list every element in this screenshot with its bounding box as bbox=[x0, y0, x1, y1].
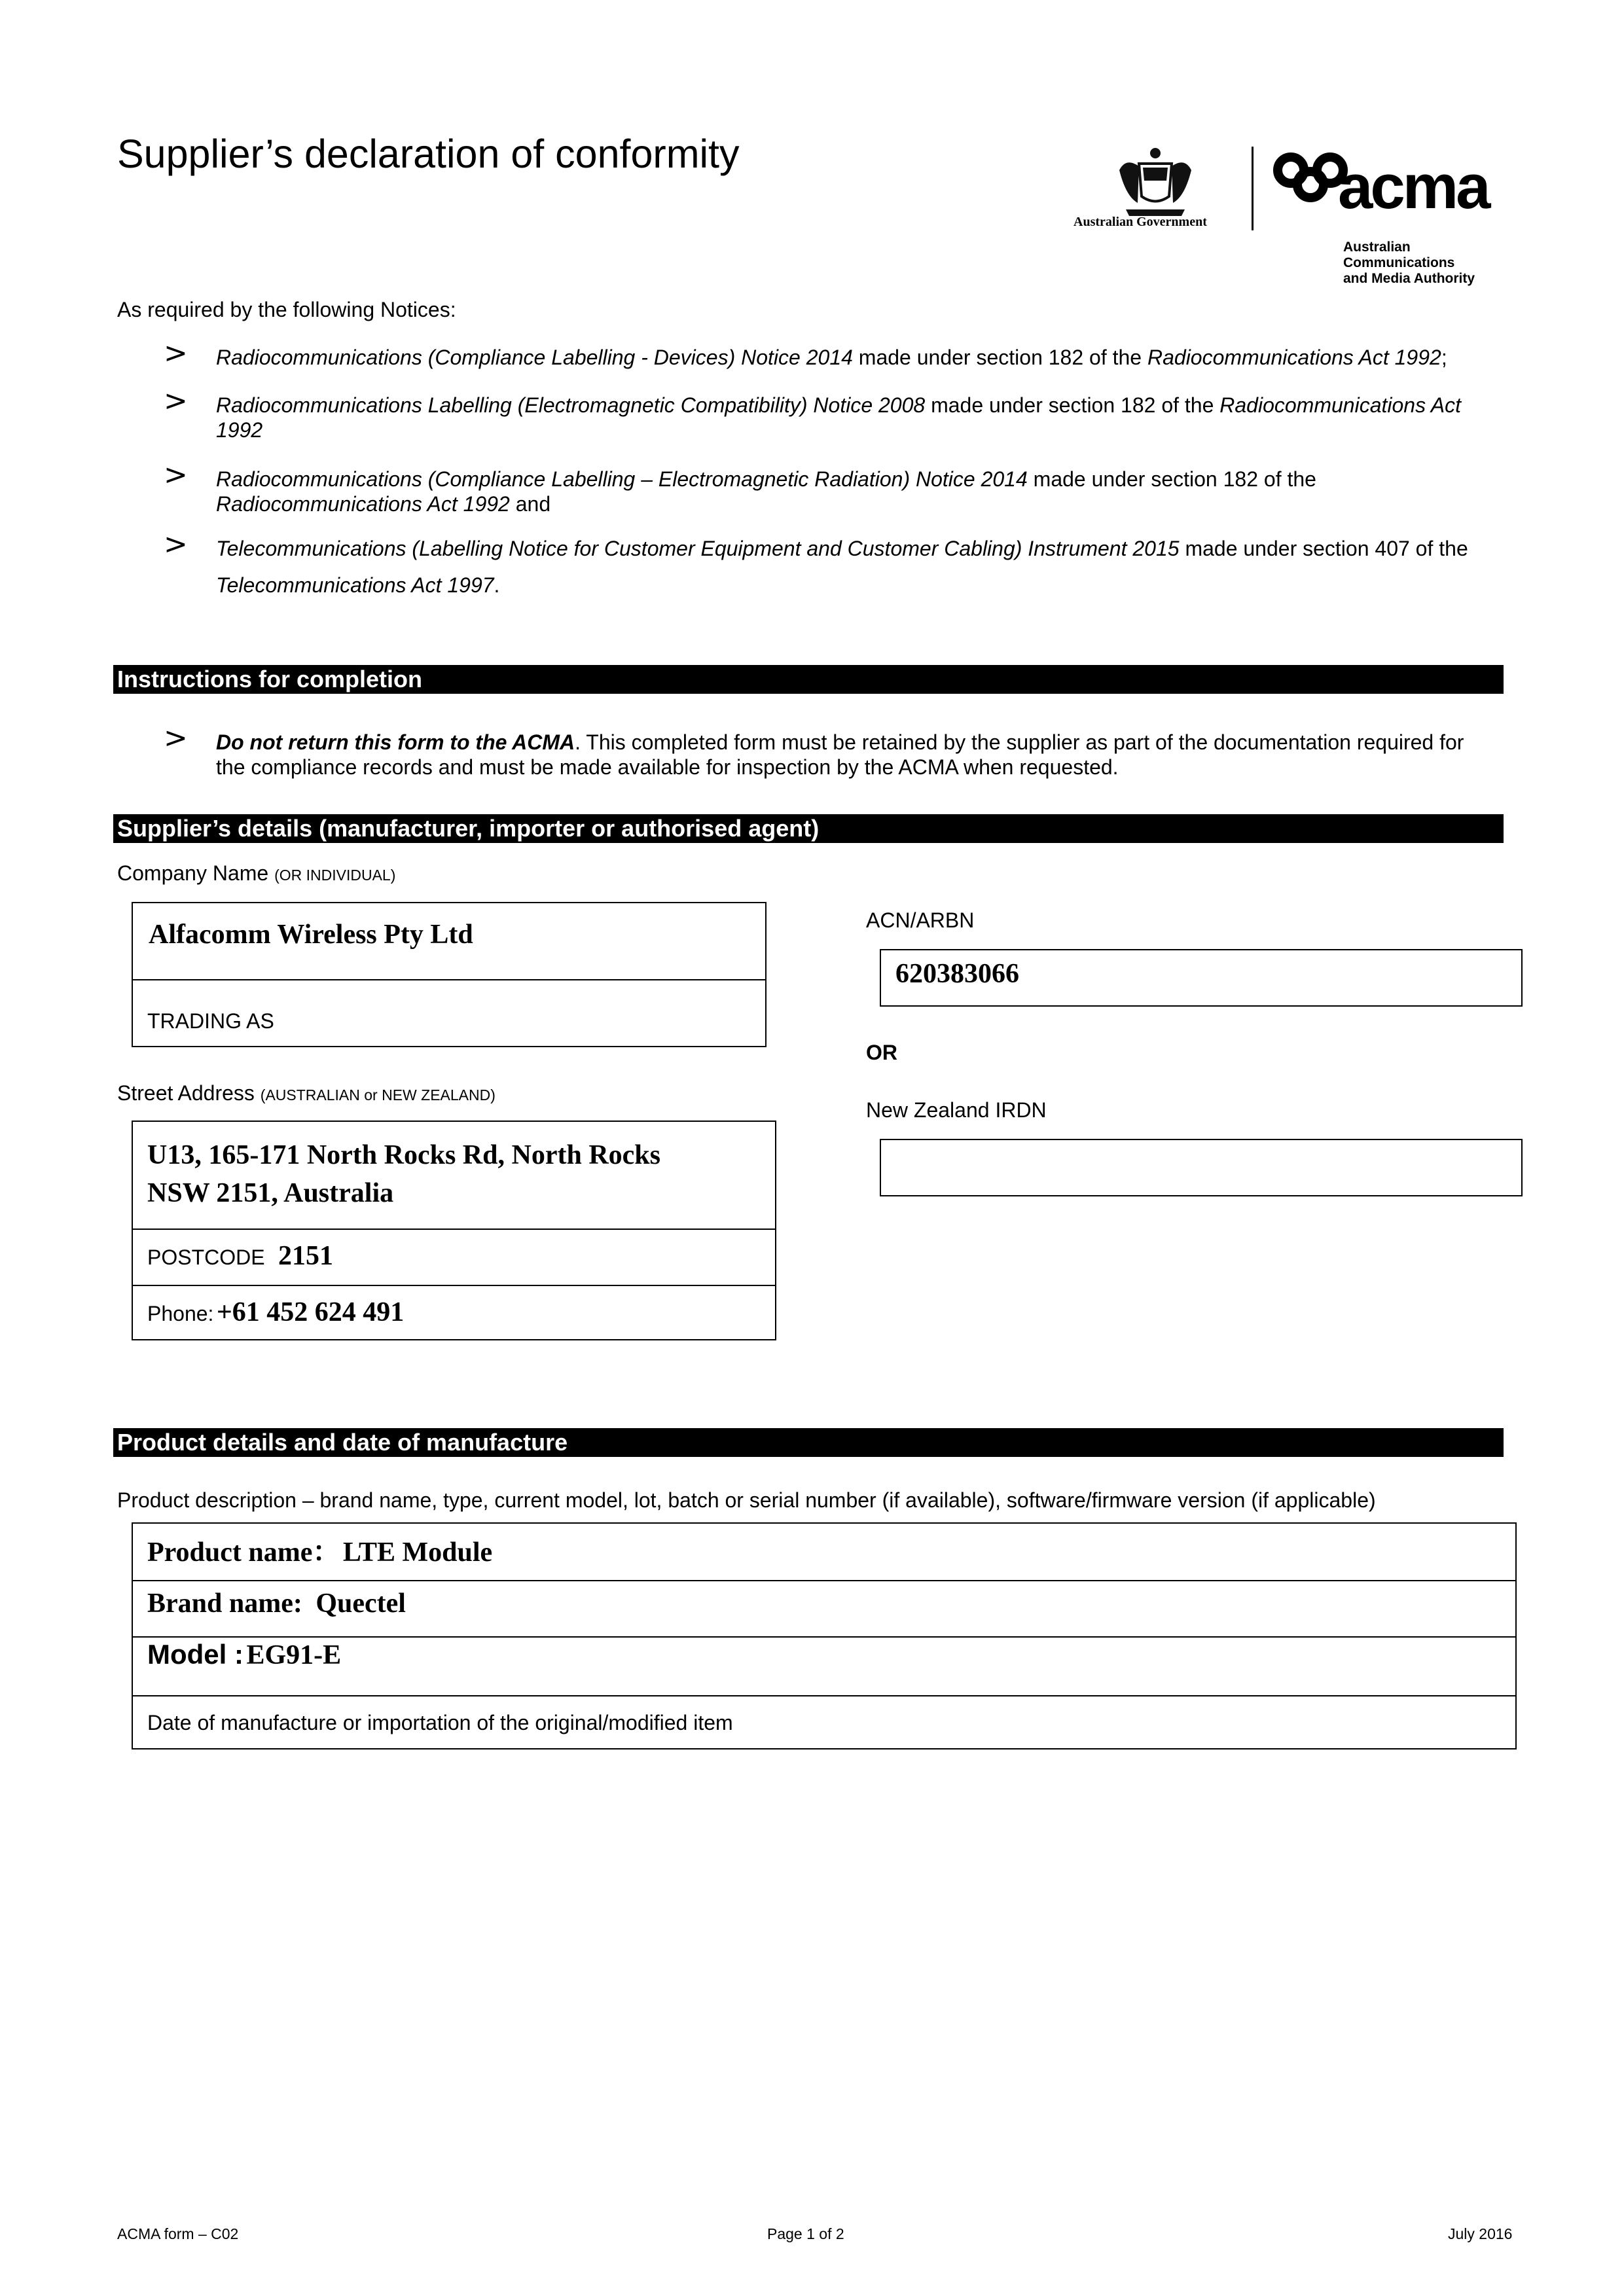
postcode-field[interactable]: POSTCODE 2151 bbox=[133, 1229, 775, 1285]
instructions-text: > Do not return this form to the ACMA. This completed form must be retained by the supplier as part of the documentation required for the compliance records and must be made available for inspection by the ACMA when requested. bbox=[164, 721, 1464, 779]
address-box bbox=[132, 1121, 776, 1340]
nz-irdn-label: New Zealand IRDN bbox=[866, 1098, 1047, 1122]
acn-label: ACN/ARBN bbox=[866, 908, 975, 932]
acma-wordmark: acma bbox=[1338, 152, 1489, 222]
footer-form-id: ACMA form – C02 bbox=[117, 2225, 239, 2242]
notice-item: > Radiocommunications Labelling (Electromagnetic Compatibility) Notice 2008 made under section 182 of the Radiocommunications Act 1992 bbox=[164, 384, 1462, 442]
coat-of-arms-icon bbox=[1113, 144, 1198, 223]
gov-text: Australian Government bbox=[1074, 215, 1207, 229]
section-header-product: Product details and date of manufacture bbox=[113, 1428, 1504, 1457]
footer-date: July 2016 bbox=[1448, 2225, 1513, 2242]
acma-full-name: Australian Communications and Media Authority bbox=[1343, 240, 1475, 286]
or-label: OR bbox=[866, 1041, 897, 1064]
page-title: Supplier’s declaration of conformity bbox=[117, 132, 740, 176]
trading-as-field[interactable]: TRADING AS bbox=[133, 979, 765, 1046]
product-box bbox=[132, 1522, 1517, 1749]
section-header-instructions: Instructions for completion bbox=[113, 665, 1504, 694]
brand-name-field[interactable]: Brand name: Quectel bbox=[133, 1580, 1515, 1636]
arrow-icon: > bbox=[164, 721, 188, 755]
acn-field[interactable]: 620383066 bbox=[880, 949, 1523, 1007]
arrow-icon: > bbox=[164, 458, 188, 492]
product-name-field[interactable]: Product name： LTE Module bbox=[147, 1537, 493, 1568]
intro-text: As required by the following Notices: bbox=[117, 298, 456, 321]
street-address-field[interactable]: U13, 165-171 North Rocks Rd, North Rocks NSW 2151, Australia bbox=[147, 1140, 660, 1208]
street-address-label: Street Address (AUSTRALIAN or NEW ZEALAND) bbox=[117, 1081, 496, 1105]
product-description-label: Product description – brand name, type, current model, lot, batch or serial number (if available), software/firmware version (if applicable) bbox=[117, 1488, 1376, 1512]
arrow-icon: > bbox=[164, 528, 188, 561]
company-box bbox=[132, 902, 767, 1047]
phone-field[interactable]: Phone: +61 452 624 491 bbox=[133, 1285, 775, 1339]
notice-item: > Telecommunications (Labelling Notice for Customer Equipment and Customer Cabling) Instrument 2015 made under section 407 of the Telecommunications Act 1997. bbox=[164, 528, 1468, 597]
notice-item: > Radiocommunications (Compliance Labelling - Devices) Notice 2014 made under section 182 of the Radiocommunications Act 1992; bbox=[164, 336, 1447, 370]
footer-page-number: Page 1 of 2 bbox=[767, 2225, 844, 2242]
arrow-icon: > bbox=[164, 336, 188, 370]
section-header-supplier: Supplier’s details (manufacturer, importer or authorised agent) bbox=[113, 814, 1504, 843]
model-field[interactable]: Model : EG91-E bbox=[133, 1636, 1515, 1695]
logo-divider bbox=[1252, 147, 1254, 230]
logo-block bbox=[1074, 144, 1519, 295]
nz-irdn-field[interactable] bbox=[880, 1139, 1523, 1196]
arrow-icon: > bbox=[164, 384, 188, 418]
date-of-manufacture-field[interactable]: Date of manufacture or importation of the original/modified item bbox=[133, 1695, 1515, 1748]
notice-item: > Radiocommunications (Compliance Labelling – Electromagnetic Radiation) Notice 2014 made under section 182 of the Radiocommunications Act 1992 and bbox=[164, 458, 1316, 516]
company-name-label: Company Name (OR INDIVIDUAL) bbox=[117, 861, 396, 885]
company-name-field[interactable]: Alfacomm Wireless Pty Ltd bbox=[149, 920, 473, 950]
